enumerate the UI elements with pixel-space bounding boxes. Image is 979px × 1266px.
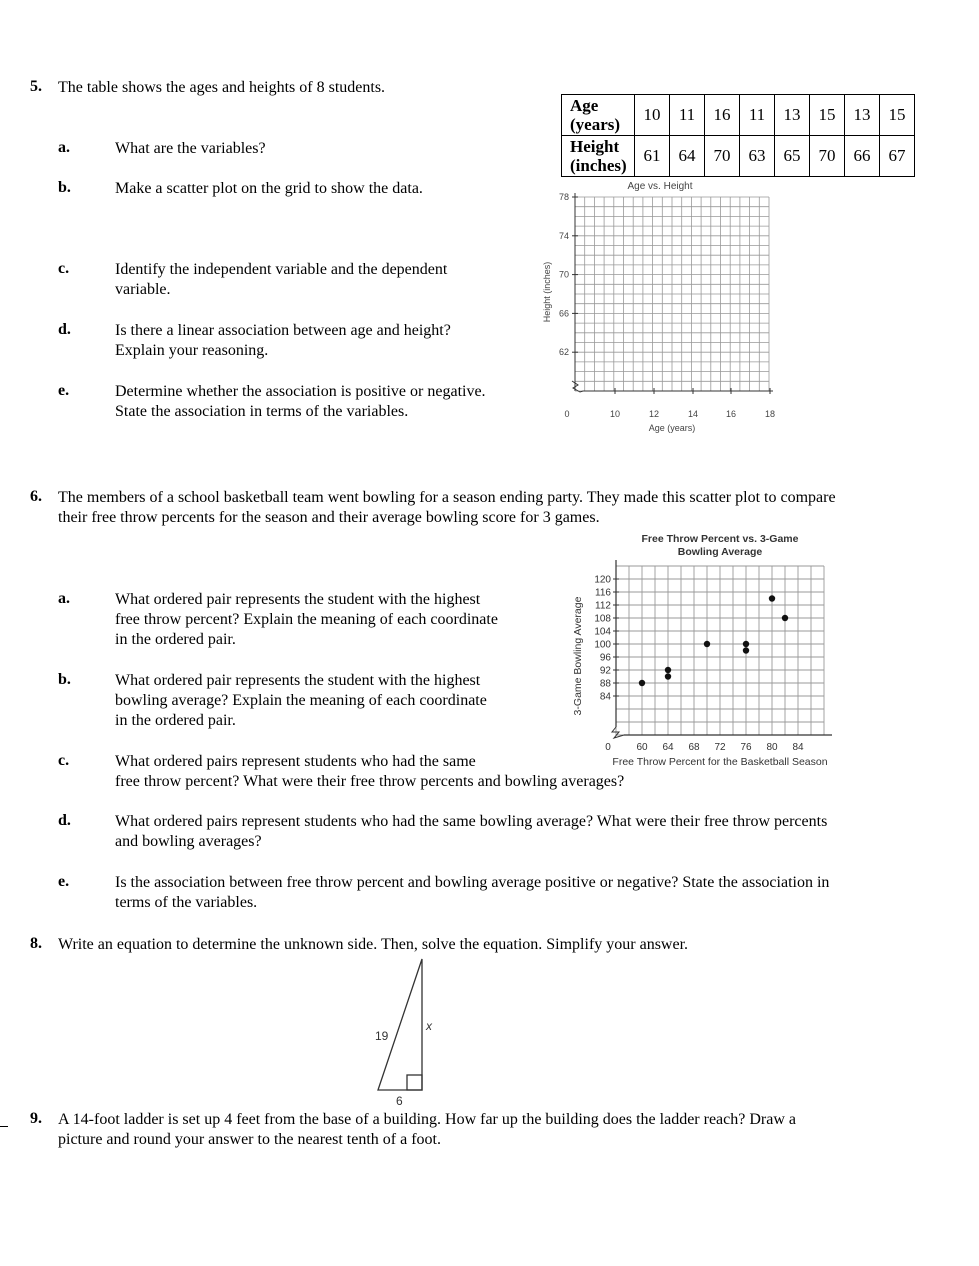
- data-point: [743, 647, 749, 653]
- q5-number: 5.: [30, 78, 42, 95]
- svg-text:104: 104: [594, 626, 611, 638]
- q5-part-label: e.: [58, 382, 70, 399]
- svg-text:120: 120: [594, 574, 611, 586]
- q6-part-text: What ordered pairs represent students who had the same bowling average? What were their free throw percents and bowling averages?: [115, 813, 828, 850]
- q5-prompt: The table shows the ages and heights of 8 students.: [58, 79, 386, 96]
- height-cell: 63: [740, 136, 775, 177]
- svg-text:70: 70: [558, 269, 569, 280]
- q6-part-text: What ordered pair represents the student with the highest free throw percent? Explain the meaning of each coordinate in the ordered pair.: [115, 591, 498, 648]
- svg-text:60: 60: [636, 742, 648, 753]
- svg-text:10: 10: [609, 409, 621, 419]
- height-cell: 67: [880, 136, 915, 177]
- q5-part-text: Make a scatter plot on the grid to show the data.: [115, 180, 423, 197]
- age-cell: 13: [775, 95, 810, 136]
- q6-part-label: b.: [58, 671, 71, 688]
- age-cell: 15: [810, 95, 845, 136]
- svg-text:3-Game Bowling Average: 3-Game Bowling Average: [572, 596, 584, 716]
- margin-dash: [0, 1126, 8, 1127]
- svg-text:88: 88: [599, 678, 611, 690]
- height-cell: 64: [670, 136, 705, 177]
- table-row-height: [562, 136, 915, 177]
- data-point: [769, 595, 775, 601]
- age-height-scatter-plot[interactable]: [535, 178, 785, 433]
- data-point: [639, 680, 645, 686]
- svg-text:0: 0: [605, 742, 611, 753]
- row-header-height: Height (inches): [562, 136, 635, 177]
- svg-text:Age (years): Age (years): [648, 423, 696, 433]
- height-cell: 65: [775, 136, 810, 177]
- q5-part-text: Is there a linear association between age and height? Explain your reasoning.: [115, 322, 451, 359]
- hypotenuse-label: 19: [375, 1029, 389, 1043]
- data-point: [665, 667, 671, 673]
- q9-number: 9.: [30, 1110, 42, 1127]
- svg-text:92: 92: [599, 665, 611, 677]
- data-point: [665, 673, 671, 679]
- svg-text:18: 18: [764, 409, 776, 419]
- q6-part-label: d.: [58, 812, 71, 829]
- height-cell: 70: [810, 136, 845, 177]
- svg-text:80: 80: [766, 742, 778, 753]
- svg-text:14: 14: [687, 409, 699, 419]
- q8-number: 8.: [30, 935, 42, 952]
- svg-text:78: 78: [558, 192, 569, 202]
- q5-part-label: d.: [58, 321, 71, 338]
- svg-text:Free Throw Percent for the Bas: Free Throw Percent for the Basketball Season: [612, 756, 828, 768]
- svg-text:76: 76: [740, 742, 752, 753]
- data-point: [782, 615, 788, 621]
- svg-text:Bowling Average: Bowling Average: [677, 546, 763, 558]
- svg-text:112: 112: [595, 600, 611, 612]
- q6-part-text: What ordered pairs represent students who had the same free throw percent? What were their free throw percents and bowling averages?: [115, 753, 625, 790]
- q6-part-label: c.: [58, 752, 70, 769]
- vertical-leg-label: x: [426, 1019, 432, 1033]
- svg-text:74: 74: [558, 230, 569, 241]
- free-throw-bowling-scatter-plot: [565, 528, 850, 768]
- height-cell: 70: [705, 136, 740, 177]
- svg-text:116: 116: [595, 587, 611, 599]
- age-cell: 11: [740, 95, 775, 136]
- data-point: [743, 641, 749, 647]
- q5-part-label: b.: [58, 179, 71, 196]
- q5-part-text: Identify the independent variable and the dependent variable.: [115, 261, 448, 298]
- svg-text:Free Throw Percent vs. 3-Game: Free Throw Percent vs. 3-Game: [641, 533, 799, 545]
- svg-text:Height (inches): Height (inches): [542, 261, 552, 323]
- q5-part-label: a.: [58, 139, 70, 156]
- age-cell: 10: [635, 95, 670, 136]
- table-row-age: [562, 95, 915, 136]
- row-header-age: Age (years): [562, 95, 635, 136]
- svg-text:66: 66: [558, 308, 569, 319]
- q6-part-text: Is the association between free throw percent and bowling average positive or negative? State the association in terms of the variables.: [115, 874, 830, 911]
- q5-part-text: What are the variables?: [115, 140, 266, 157]
- svg-text:100: 100: [594, 639, 611, 651]
- q5-part-text: Determine whether the association is positive or negative. State the association in terms of the variables.: [115, 383, 486, 420]
- svg-text:84: 84: [599, 691, 611, 703]
- age-cell: 16: [705, 95, 740, 136]
- right-triangle-diagram: [360, 955, 460, 1110]
- svg-text:96: 96: [599, 652, 611, 664]
- chart1-title: Age vs. Height: [627, 181, 693, 192]
- age-cell: 15: [880, 95, 915, 136]
- q6-part-label: a.: [58, 590, 70, 607]
- svg-text:68: 68: [688, 742, 700, 753]
- height-cell: 61: [635, 136, 670, 177]
- q6-prompt: The members of a school basketball team went bowling for a season ending party. They made this scatter plot to compare their free throw percents for the season and their average bowling score for 3 games.: [58, 489, 836, 526]
- svg-text:72: 72: [714, 742, 726, 753]
- height-cell: 66: [845, 136, 880, 177]
- q5-part-label: c.: [58, 260, 70, 277]
- base-leg-label: 6: [396, 1094, 403, 1108]
- age-cell: 11: [670, 95, 705, 136]
- q9-prompt: A 14-foot ladder is set up 4 feet from the base of a building. How far up the building does the ladder reach? Draw a picture and round your answer to the nearest tenth of a foot.: [58, 1111, 796, 1148]
- svg-text:108: 108: [594, 613, 611, 625]
- q6-part-label: e.: [58, 873, 70, 890]
- q8-prompt: Write an equation to determine the unknown side. Then, solve the equation. Simplify your answer.: [58, 936, 689, 953]
- q6-number: 6.: [30, 488, 42, 505]
- data-point: [704, 641, 710, 647]
- q6-part-text: What ordered pair represents the student with the highest bowling average? Explain the meaning of each coordinate in the ordered pair.: [115, 672, 487, 729]
- svg-text:62: 62: [558, 347, 569, 358]
- svg-text:0: 0: [564, 409, 570, 419]
- svg-text:16: 16: [725, 409, 737, 419]
- age-height-table: [561, 94, 915, 177]
- svg-text:64: 64: [662, 742, 674, 753]
- svg-text:84: 84: [792, 742, 804, 753]
- svg-text:12: 12: [648, 409, 660, 419]
- age-cell: 13: [845, 95, 880, 136]
